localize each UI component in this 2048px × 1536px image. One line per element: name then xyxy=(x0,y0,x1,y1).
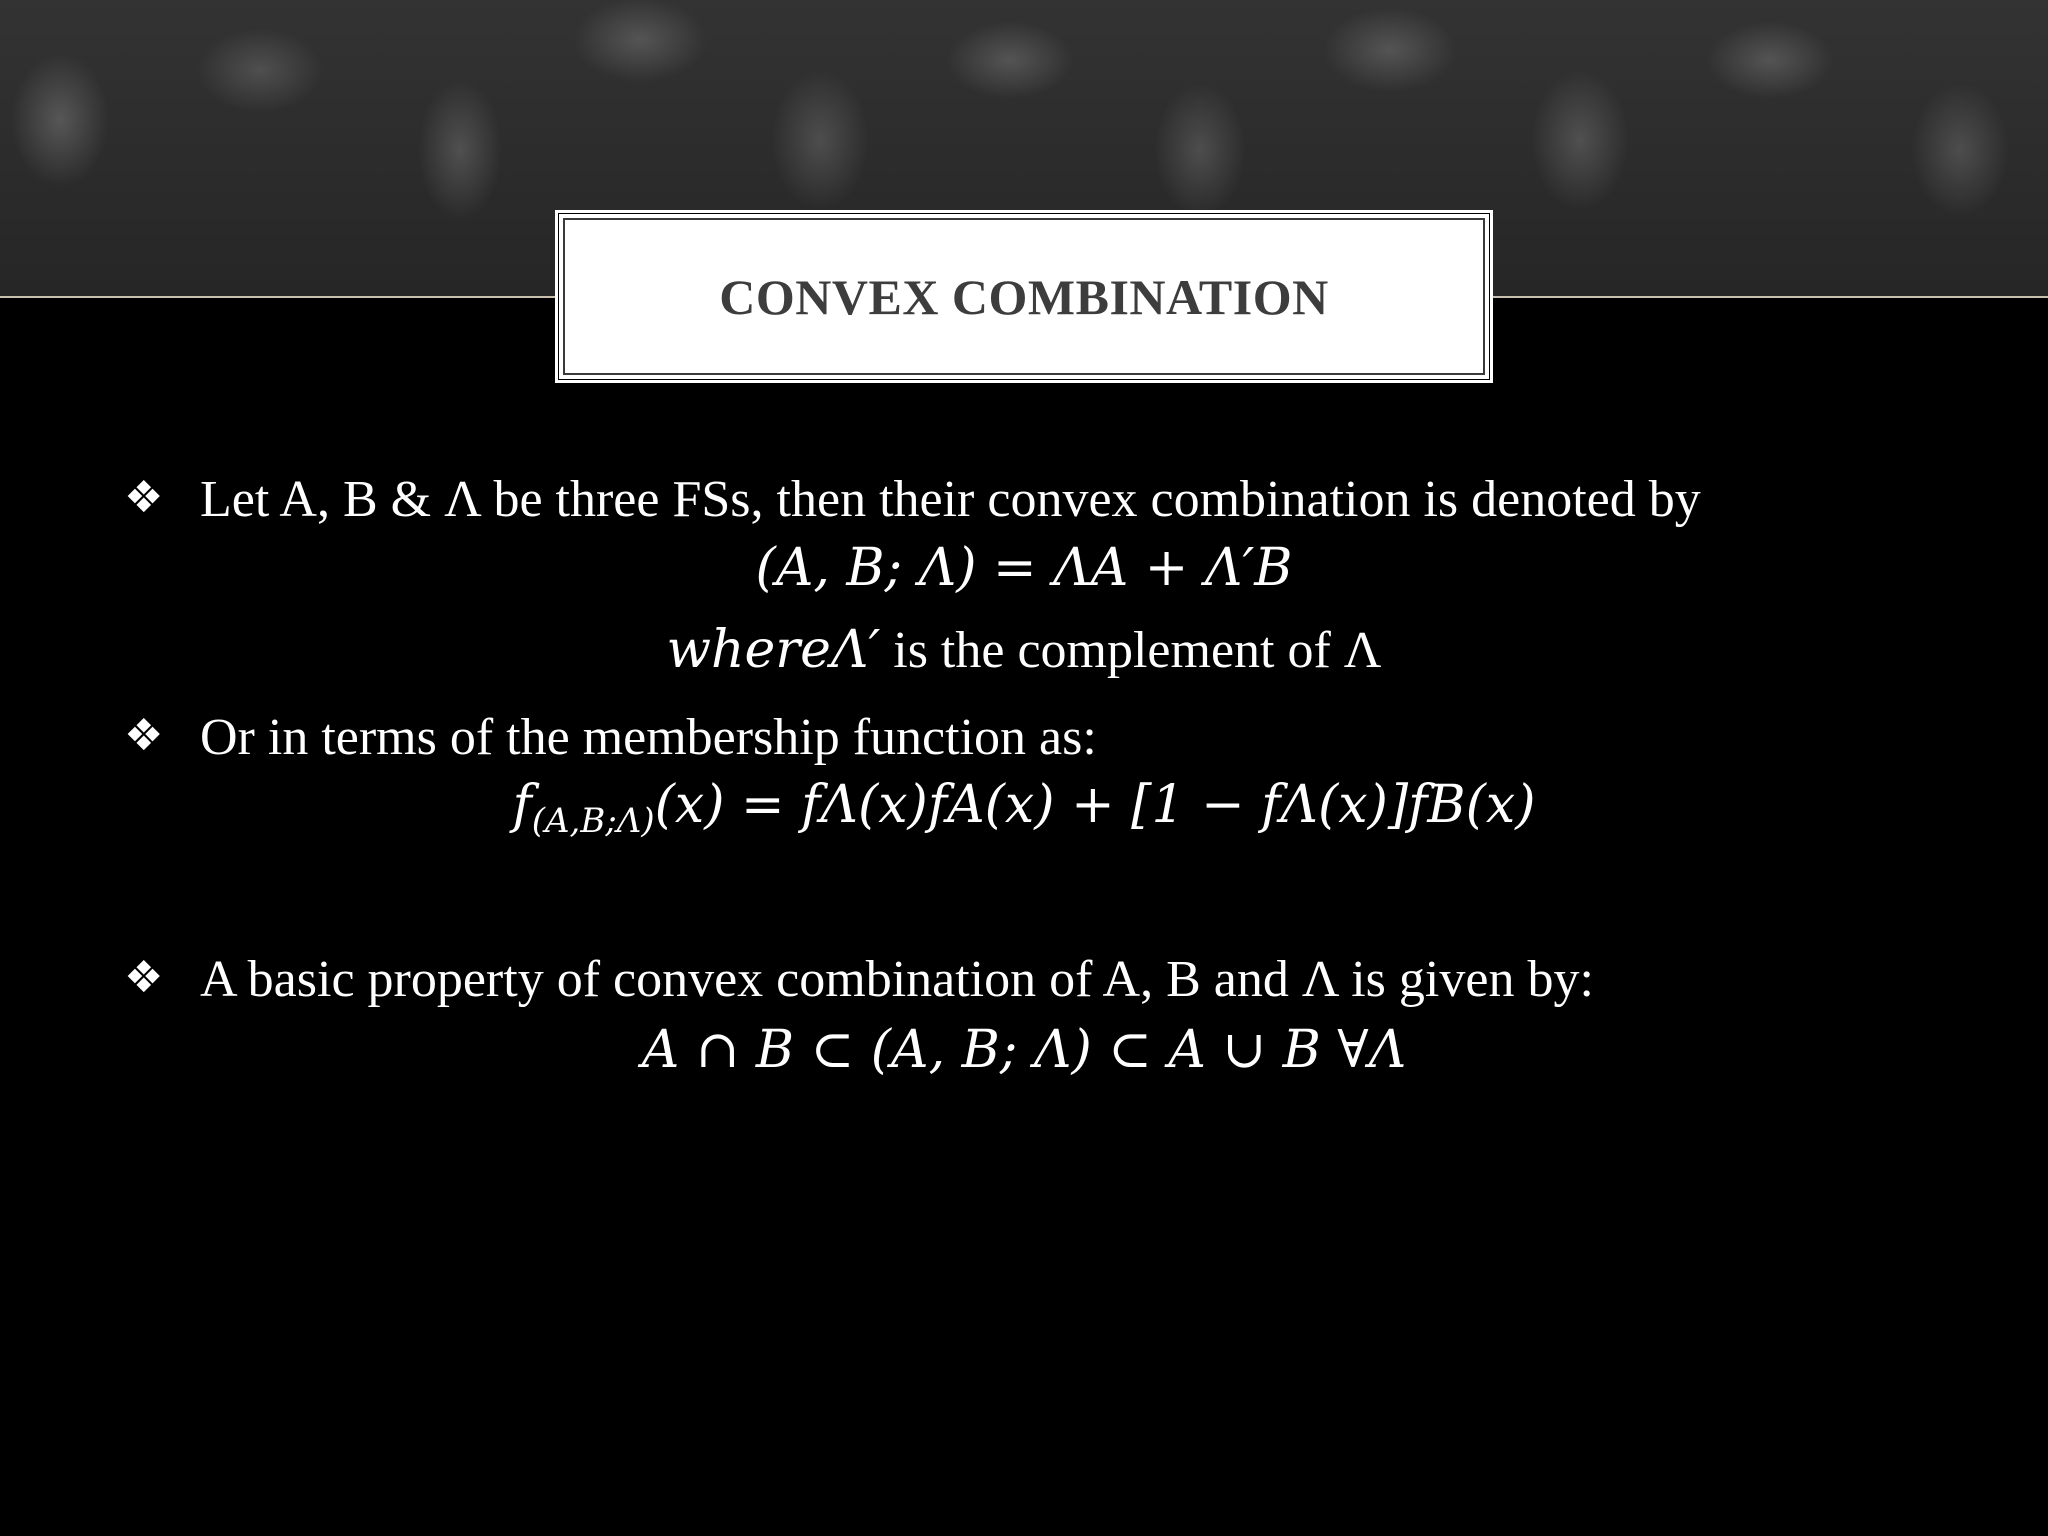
bullet-item-2 xyxy=(124,708,1097,767)
membership-rest: (x) = fΛ(x)fA(x) + [1 − fΛ(x)]fB(x) xyxy=(654,775,1536,835)
membership-subscript: (A,B;Λ) xyxy=(531,801,655,841)
convex-definition-text: (A, B; Λ) = ΛA + Λ′B xyxy=(755,538,1293,598)
membership-equation xyxy=(0,775,2048,841)
where-prefix: whereΛ′ xyxy=(666,620,881,680)
bullet-item-1 xyxy=(124,470,1701,529)
slide-title: CONVEX COMBINATION xyxy=(719,268,1329,325)
diamond-bullet-icon: ❖ xyxy=(124,710,164,761)
title-box xyxy=(555,210,1493,383)
membership-f: f xyxy=(512,775,532,835)
bullet-text-3: A basic property of convex combination of A, B and Λ is given by: xyxy=(200,951,1594,1008)
title-frame xyxy=(563,218,1485,375)
convex-definition-equation xyxy=(0,538,2048,598)
bullet-text-1: Let A, B & Λ be three FSs, then their convex combination is denoted by xyxy=(200,471,1701,528)
basic-property-equation xyxy=(0,1020,2048,1080)
bullet-item-3 xyxy=(124,950,1594,1009)
diamond-bullet-icon: ❖ xyxy=(124,472,164,523)
diamond-bullet-icon: ❖ xyxy=(124,952,164,1003)
bullet-text-2: Or in terms of the membership function as: xyxy=(200,709,1097,766)
where-suffix: is the complement of Λ xyxy=(880,622,1382,679)
complement-note xyxy=(0,620,2048,680)
basic-property-text: A ∩ B ⊂ (A, B; Λ) ⊂ A ∪ B ∀Λ xyxy=(641,1020,1407,1080)
